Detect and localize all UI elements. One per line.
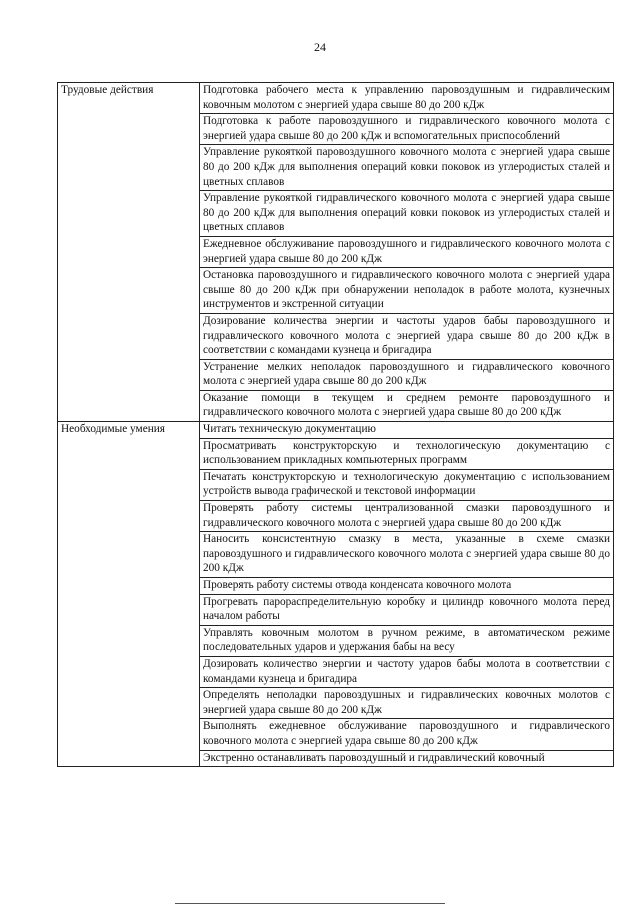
section-label: Необходимые умения	[58, 422, 200, 767]
table-row	[58, 422, 614, 439]
requirements-table	[57, 82, 614, 767]
requirement-item: Экстренно останавливать паровоздушный и гидравлический ковочный	[200, 750, 614, 767]
table-row	[58, 83, 614, 114]
requirement-item: Дозирование количества энергии и частоты ударов бабы паровоздушного и гидравлического ковочного молота с энергией удара свыше 80 до 200 кДж в соответствии с командами кузнеца и бригадира	[200, 313, 614, 359]
requirement-item: Читать техническую документацию	[200, 422, 614, 439]
requirement-item: Наносить консистентную смазку в места, указанные в схеме смазки паровоздушного и гидравлического ковочного молота с энергией удара свыше 80 до 200 кДж	[200, 532, 614, 578]
page-number: 24	[314, 40, 326, 54]
requirement-item: Остановка паровоздушного и гидравлического ковочного молота с энергией удара свыше 80 до 200 кДж при обнаружении неполадок в работе молота, кузнечных инструментов и экстренной ситуации	[200, 268, 614, 314]
section-label: Трудовые действия	[58, 83, 200, 422]
requirement-item: Просматривать конструкторскую и технологическую документацию с использованием прикладных компьютерных программ	[200, 438, 614, 469]
bottom-divider	[175, 903, 445, 904]
requirement-item: Оказание помощи в текущем и среднем ремонте паровоздушного и гидравлического ковочного молота с энергией удара свыше 80 до 200 кДж	[200, 390, 614, 421]
requirement-item: Ежедневное обслуживание паровоздушного и гидравлического ковочного молота с энергией удара свыше 80 до 200 кДж	[200, 236, 614, 267]
requirement-item: Проверять работу системы отвода конденсата ковочного молота	[200, 578, 614, 595]
requirement-item: Подготовка рабочего места к управлению паровоздушным и гидравлическим ковочным молотом с энергией удара свыше 80 до 200 кДж	[200, 83, 614, 114]
requirement-item: Управление рукояткой паровоздушного ковочного молота с энергией удара свыше 80 до 200 кДж для выполнения операций ковки поковок из углеродистых сталей и цветных сплавов	[200, 145, 614, 191]
requirement-item: Устранение мелких неполадок паровоздушного и гидравлического ковочного молота с энергией удара свыше 80 до 200 кДж	[200, 359, 614, 390]
requirement-item: Управлять ковочным молотом в ручном режиме, в автоматическом режиме последовательных ударов и удержания бабы на весу	[200, 625, 614, 656]
requirement-item: Прогревать парораспределительную коробку и цилиндр ковочного молота перед началом работы	[200, 594, 614, 625]
requirement-item: Выполнять ежедневное обслуживание паровоздушного и гидравлического ковочного молота с энергией удара свыше 80 до 200 кДж	[200, 719, 614, 750]
requirement-item: Определять неполадки паровоздушных и гидравлических ковочных молотов с энергией удара свыше 80 до 200 кДж	[200, 688, 614, 719]
requirement-item: Управление рукояткой гидравлического ковочного молота с энергией удара свыше 80 до 200 кДж для выполнения операций ковки поковок из углеродистых сталей и цветных сплавов	[200, 191, 614, 237]
requirements-table-body	[58, 83, 614, 767]
requirement-item: Дозировать количество энергии и частоту ударов бабы молота в соответствии с командами кузнеца и бригадира	[200, 656, 614, 687]
requirement-item: Подготовка к работе паровоздушного и гидравлического ковочного молота с энергией удара свыше 80 до 200 кДж и вспомогательных приспособлений	[200, 114, 614, 145]
requirement-item: Печатать конструкторскую и технологическую документацию с использованием устройств вывода графической и текстовой информации	[200, 469, 614, 500]
requirement-item: Проверять работу системы централизованной смазки паровоздушного и гидравлического ковочного молота с энергией удара свыше 80 до 200 кДж	[200, 501, 614, 532]
